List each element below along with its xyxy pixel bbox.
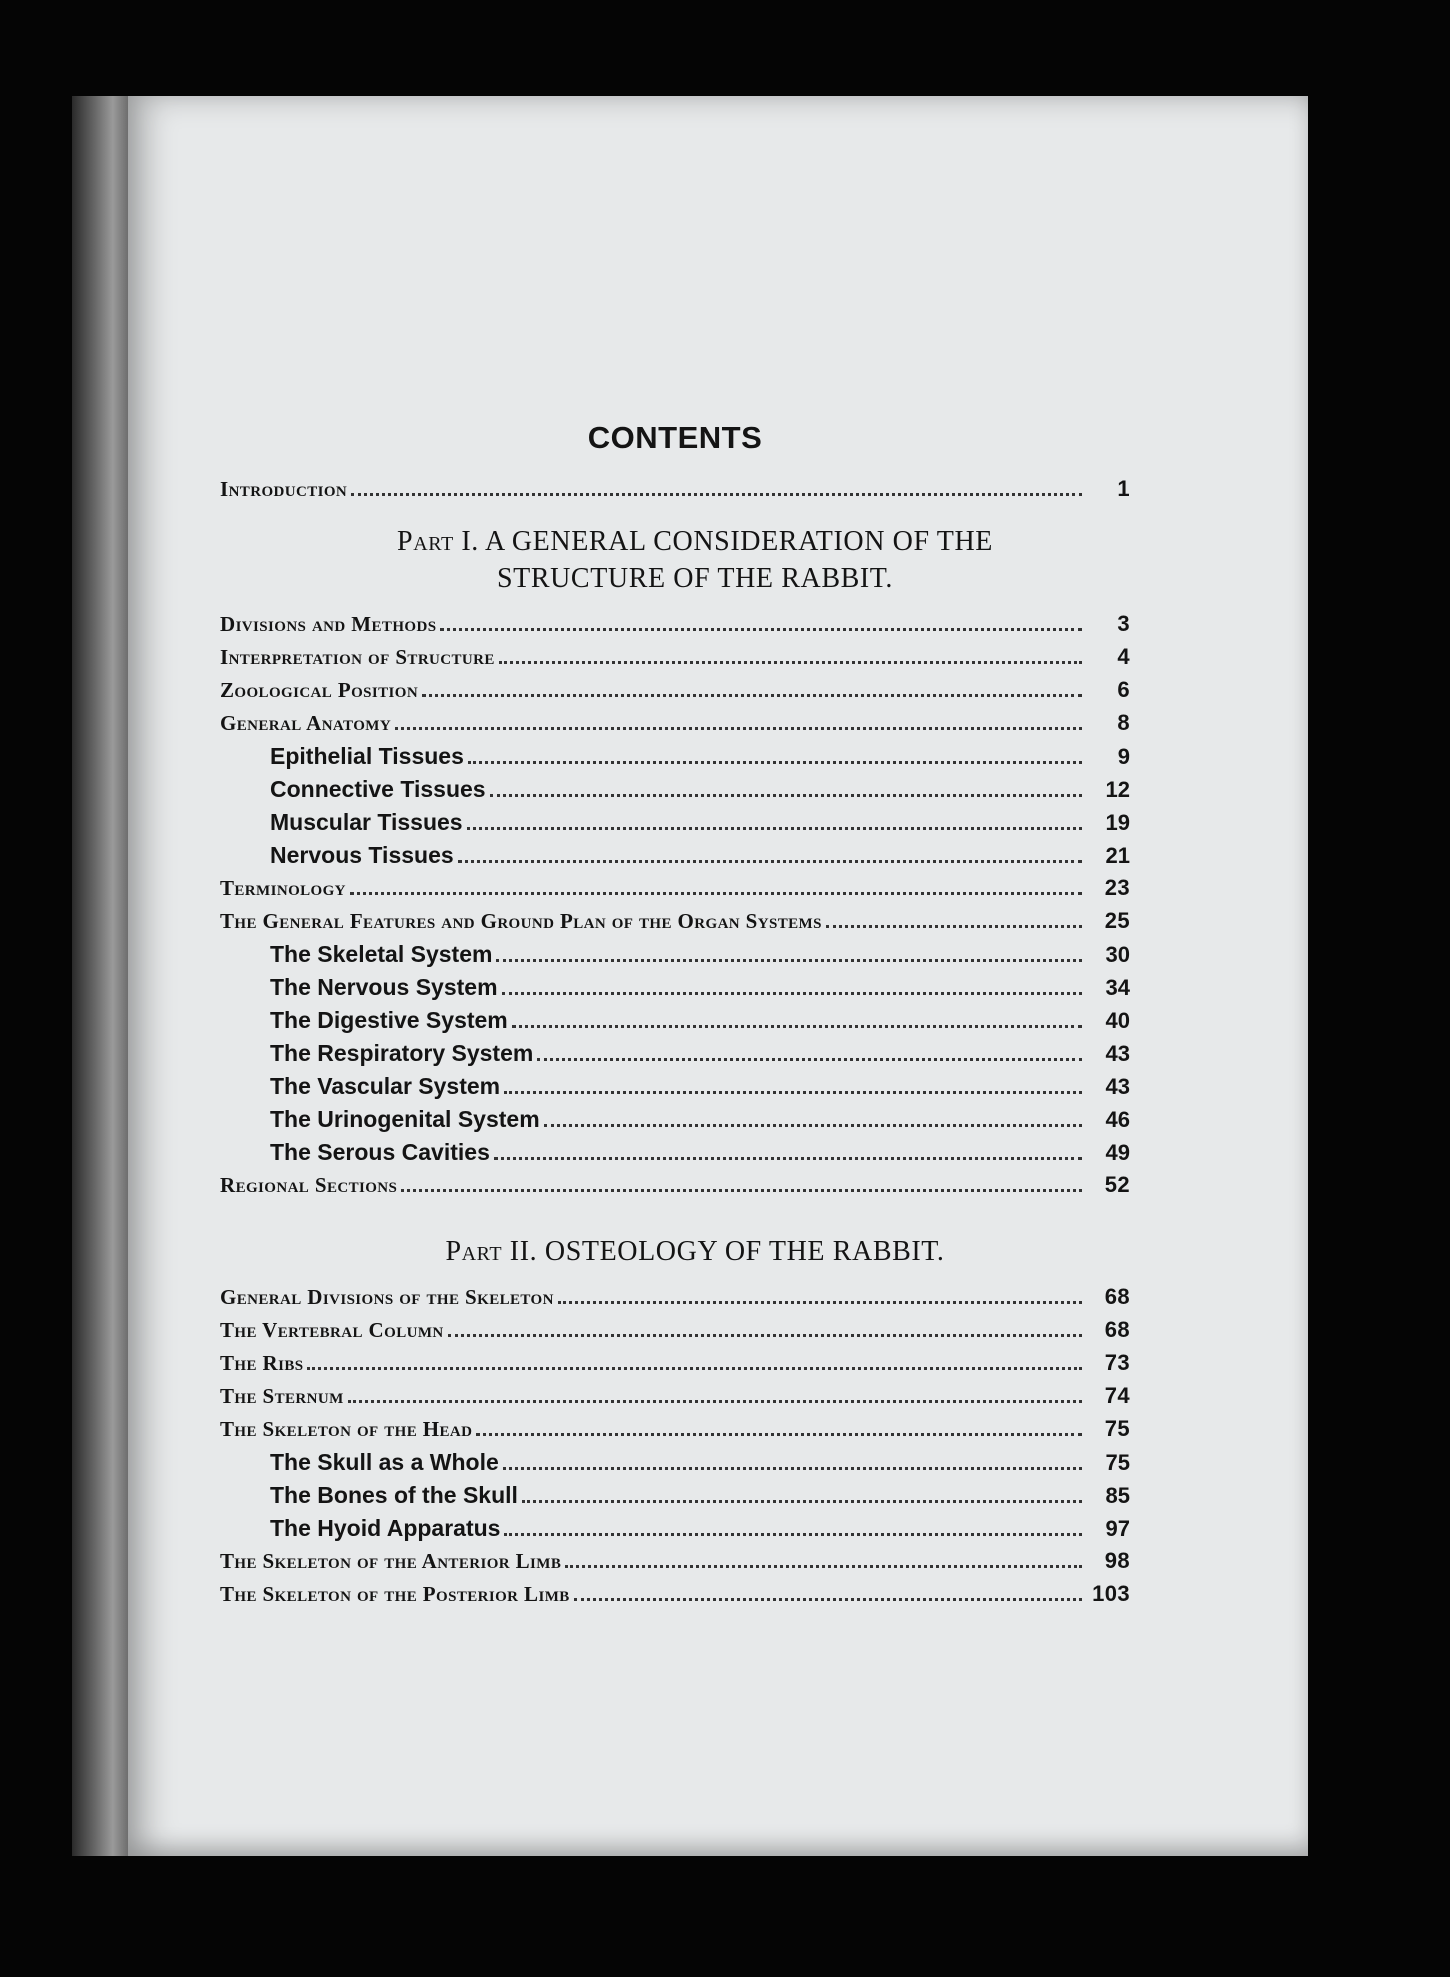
part-2-entries xyxy=(220,1284,1130,1614)
toc-entry-label: The Skeleton of the Head xyxy=(220,1417,473,1441)
part-2-heading xyxy=(260,1233,1130,1270)
toc-page-number: 68 xyxy=(1104,1317,1130,1342)
toc-page-number: 8 xyxy=(1117,710,1130,735)
toc-entry xyxy=(220,842,1130,875)
toc-entry xyxy=(220,941,1130,974)
dot-leader xyxy=(468,761,1082,764)
toc-entry xyxy=(220,1172,1130,1205)
toc-entry-label: The Digestive System xyxy=(270,1007,508,1033)
toc-entry xyxy=(220,743,1130,776)
toc-entry xyxy=(220,1581,1130,1614)
part-2-heading-line-1 xyxy=(260,1233,1130,1270)
toc-page-number: 68 xyxy=(1104,1284,1130,1309)
toc-entry-label: The Hyoid Apparatus xyxy=(270,1515,501,1541)
toc-entry xyxy=(220,1482,1130,1515)
toc-entry-label: The Vertebral Column xyxy=(220,1318,444,1342)
toc-page-number: 23 xyxy=(1104,875,1130,900)
dot-leader xyxy=(504,1091,1082,1094)
toc-entry-label: The General Features and Ground Plan of the Organ Systems xyxy=(220,909,822,933)
toc-page-number: 43 xyxy=(1105,1074,1130,1099)
toc-page-number: 3 xyxy=(1117,611,1130,636)
toc-entry xyxy=(220,974,1130,1007)
toc-page-number: 49 xyxy=(1105,1140,1130,1165)
toc-entry-introduction xyxy=(220,476,1130,509)
toc-entry xyxy=(220,1317,1130,1350)
toc-entry xyxy=(220,677,1130,710)
toc-entry-label: Zoological Position xyxy=(220,678,419,702)
toc-entry xyxy=(220,1040,1130,1073)
toc-page-number: 85 xyxy=(1105,1483,1130,1508)
dot-leader xyxy=(494,1157,1082,1160)
toc-entry xyxy=(220,1449,1130,1482)
toc-page-number: 4 xyxy=(1117,644,1130,669)
toc-entry-label: Interpretation of Structure xyxy=(220,645,495,669)
toc-entry xyxy=(220,644,1130,677)
toc-page-number: 97 xyxy=(1105,1516,1130,1541)
dot-leader xyxy=(512,1025,1082,1028)
toc-entry-label: The Nervous System xyxy=(270,974,498,1000)
toc-entry-label: General Divisions of the Skeleton xyxy=(220,1285,554,1309)
toc-entry-label: General Anatomy xyxy=(220,711,392,735)
part-1-title-line-1: A GENERAL CONSIDERATION OF THE xyxy=(484,526,993,557)
dot-leader xyxy=(440,628,1082,631)
toc-entry-label: The Ribs xyxy=(220,1351,304,1375)
toc-entry xyxy=(220,1416,1130,1449)
toc-entry-label: The Vascular System xyxy=(270,1073,501,1099)
dot-leader xyxy=(565,1565,1082,1568)
toc-entry xyxy=(220,710,1130,743)
dot-leader xyxy=(537,1058,1082,1061)
toc-entry xyxy=(220,1350,1130,1383)
toc-entry-label: The Sternum xyxy=(220,1384,344,1408)
dot-leader xyxy=(395,727,1082,730)
dot-leader xyxy=(351,493,1082,496)
toc-entry xyxy=(220,908,1130,941)
toc-page-number: 19 xyxy=(1105,810,1130,835)
toc-page-number: 21 xyxy=(1105,843,1130,868)
toc-page-number: 74 xyxy=(1104,1383,1130,1408)
toc-page-number: 6 xyxy=(1117,677,1130,702)
toc-page-number: 30 xyxy=(1105,942,1130,967)
dot-leader xyxy=(574,1598,1082,1601)
toc-page-number: 52 xyxy=(1104,1172,1130,1197)
toc-entry-label: Epithelial Tissues xyxy=(270,743,464,769)
toc-page-number: 34 xyxy=(1105,975,1130,1000)
dot-leader xyxy=(350,892,1082,895)
toc-page-number: 12 xyxy=(1105,777,1130,802)
toc-entry-label: Muscular Tissues xyxy=(270,809,463,835)
part-1-heading-line-1 xyxy=(260,523,1130,560)
toc-entry-label: The Bones of the Skull xyxy=(270,1482,518,1508)
toc-entry-label: The Serous Cavities xyxy=(270,1139,490,1165)
dot-leader xyxy=(499,661,1082,664)
toc-entry xyxy=(220,1106,1130,1139)
toc-entry-label: The Skull as a Whole xyxy=(270,1449,499,1475)
toc-entry xyxy=(220,1139,1130,1172)
dot-leader xyxy=(504,1533,1082,1536)
toc-page-number: 103 xyxy=(1092,1581,1130,1606)
dot-leader xyxy=(401,1189,1082,1192)
toc-entry-label: The Skeletal System xyxy=(270,941,493,967)
toc-page-number: 9 xyxy=(1117,744,1130,769)
part-1-entries xyxy=(220,611,1130,1205)
toc-entry xyxy=(220,875,1130,908)
dot-leader xyxy=(348,1400,1082,1403)
toc-entry-label: Introduction xyxy=(220,477,348,501)
dot-leader xyxy=(490,794,1082,797)
toc-entry-label: The Respiratory System xyxy=(270,1040,534,1066)
dot-leader xyxy=(502,992,1082,995)
toc-entry-label: Nervous Tissues xyxy=(270,842,454,868)
toc-entry xyxy=(220,1548,1130,1581)
dot-leader xyxy=(476,1433,1082,1436)
toc-page-number: 46 xyxy=(1105,1107,1130,1132)
toc-entry xyxy=(220,1383,1130,1416)
toc-entry xyxy=(220,1515,1130,1548)
toc-page-number: 43 xyxy=(1105,1041,1130,1066)
toc-page-number: 25 xyxy=(1104,908,1130,933)
toc-page-number: 75 xyxy=(1105,1450,1130,1475)
toc-entry-label: The Skeleton of the Posterior Limb xyxy=(220,1582,570,1606)
toc-entry-label: Connective Tissues xyxy=(270,776,486,802)
toc-page-number: 75 xyxy=(1104,1416,1130,1441)
toc-entry xyxy=(220,1007,1130,1040)
dot-leader xyxy=(503,1467,1082,1470)
dot-leader xyxy=(307,1367,1082,1370)
part-1-heading xyxy=(260,523,1130,597)
dot-leader xyxy=(458,860,1082,863)
page-title: CONTENTS xyxy=(587,420,763,455)
toc-entry xyxy=(220,776,1130,809)
dot-leader xyxy=(522,1500,1082,1503)
toc-entry-label: The Urinogenital System xyxy=(270,1106,540,1132)
toc-entry-label: Terminology xyxy=(220,876,346,900)
toc-entry xyxy=(220,1073,1130,1106)
part-1-label: Part I. xyxy=(397,526,479,557)
toc-entry-label: Divisions and Methods xyxy=(220,612,437,636)
toc-page-number: 98 xyxy=(1104,1548,1130,1573)
dot-leader xyxy=(558,1301,1082,1304)
toc-page-number: 1 xyxy=(1117,476,1130,501)
dot-leader xyxy=(448,1334,1082,1337)
dot-leader xyxy=(422,694,1082,697)
table-of-contents xyxy=(220,420,1130,1614)
toc-entry xyxy=(220,611,1130,644)
dot-leader xyxy=(826,925,1082,928)
toc-entry xyxy=(220,1284,1130,1317)
toc-page-number: 73 xyxy=(1104,1350,1130,1375)
toc-entry xyxy=(220,809,1130,842)
toc-entry-label: The Skeleton of the Anterior Limb xyxy=(220,1549,562,1573)
dot-leader xyxy=(496,959,1082,962)
part-1-title-line-2: STRUCTURE OF THE RABBIT. xyxy=(496,563,894,594)
part-2-title-line-1: OSTEOLOGY OF THE RABBIT. xyxy=(544,1236,945,1267)
toc-entry-label: Regional Sections xyxy=(220,1173,398,1197)
dot-leader xyxy=(467,827,1082,830)
part-2-label: Part II. xyxy=(445,1236,538,1267)
toc-page-number: 40 xyxy=(1105,1008,1130,1033)
dot-leader xyxy=(544,1124,1082,1127)
